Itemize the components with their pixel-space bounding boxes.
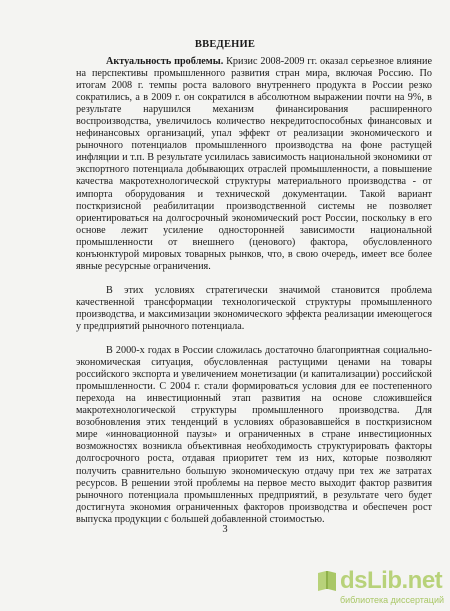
paragraph-3-text: В 2000-х годах в России сложилась достаточно благоприятная социально-экономическая ситуация, обусловленная растущими ценами на товары российского экспорта и увеличением монетизации (и капитализации) российской промышленности. С 2004 г. стали формироваться условия для ее постепенного перехода на инвестиционный этап развития на основе сложившейся макротехнологической структуры промышленного производства. Для возобновления этих тенденций в условиях образовавшейся в посткризисном мире «инновационной паузы» и ограниченных в стране инвестиционных возможностях возникла объективная необходимость структурировать факторы долгосрочного роста, отдавая приоритет тем из них, которые позволяют получить сравнительно большую экономическую отдачу при тех же затратах ресурсов. В решении этой проблемы на первое место выходит фактор развития рыночного потенциала промышленных предприятий, в результате чего будет достигнута экономия ограниченных факторов производства и обеспечен рост выпуска продукции с большей добавленной стоимостью. (76, 345, 432, 525)
paragraph-1 (76, 56, 432, 273)
paragraph-1-lead: Актуальность проблемы. (106, 56, 224, 67)
document-body (76, 56, 432, 526)
paragraph-2 (76, 285, 432, 333)
page-number: 3 (222, 524, 228, 535)
watermark (314, 563, 444, 609)
paragraph-2-text: В этих условиях стратегически значимой становится проблема качественной трансформации технологической структуры промышленного производства, и максимизации экономического эффекта реализации имеющегося у предприятий рыночного потенциала. (76, 284, 432, 332)
watermark-subtitle: библиотека диссертаций (339, 595, 444, 605)
document-heading: ВВЕДЕНИЕ (194, 39, 256, 50)
paragraph-3 (76, 345, 432, 526)
watermark-brand: dsLib.net (340, 567, 443, 594)
book-icon (316, 569, 338, 593)
paragraph-1-text: Кризис 2008-2009 гг. оказал серьезное влияние на перспективы промышленного развития стран мира, включая Россию. По итогам 2008 г. темпы роста валового внутреннего продукта в России резко сократились, а в 2009 г. он сократился в абсолютном выражении почти на 9%, в результате нарушился механизм финансирования расширенного воспроизводства, увеличилось количество некредитоспособных финансовых и нефинансовых организаций, упал эффект от реализации экономического и рыночного потенциалов промышленного производства на фоне растущей инфляции и т.п. В результате усилилась зависимость национальной экономики от экспортного потенциала добывающих отраслей промышленности, а повышение качества макротехнологической структуры материального производства - от импорта оборудования и технической документации. Такой вариант посткризисной реабилитации производственной системы не позволяет ориентироваться на долгосрочный экономический рост России, поскольку в его основе лежит усиление односторонней зависимости национальной промышленности от внешнего (ценового) фактора, обусловленного конъюнктурой мировых товарных рынков, что, в свою очередь, имеет все более явные ресурсные ограничения. (76, 56, 432, 272)
